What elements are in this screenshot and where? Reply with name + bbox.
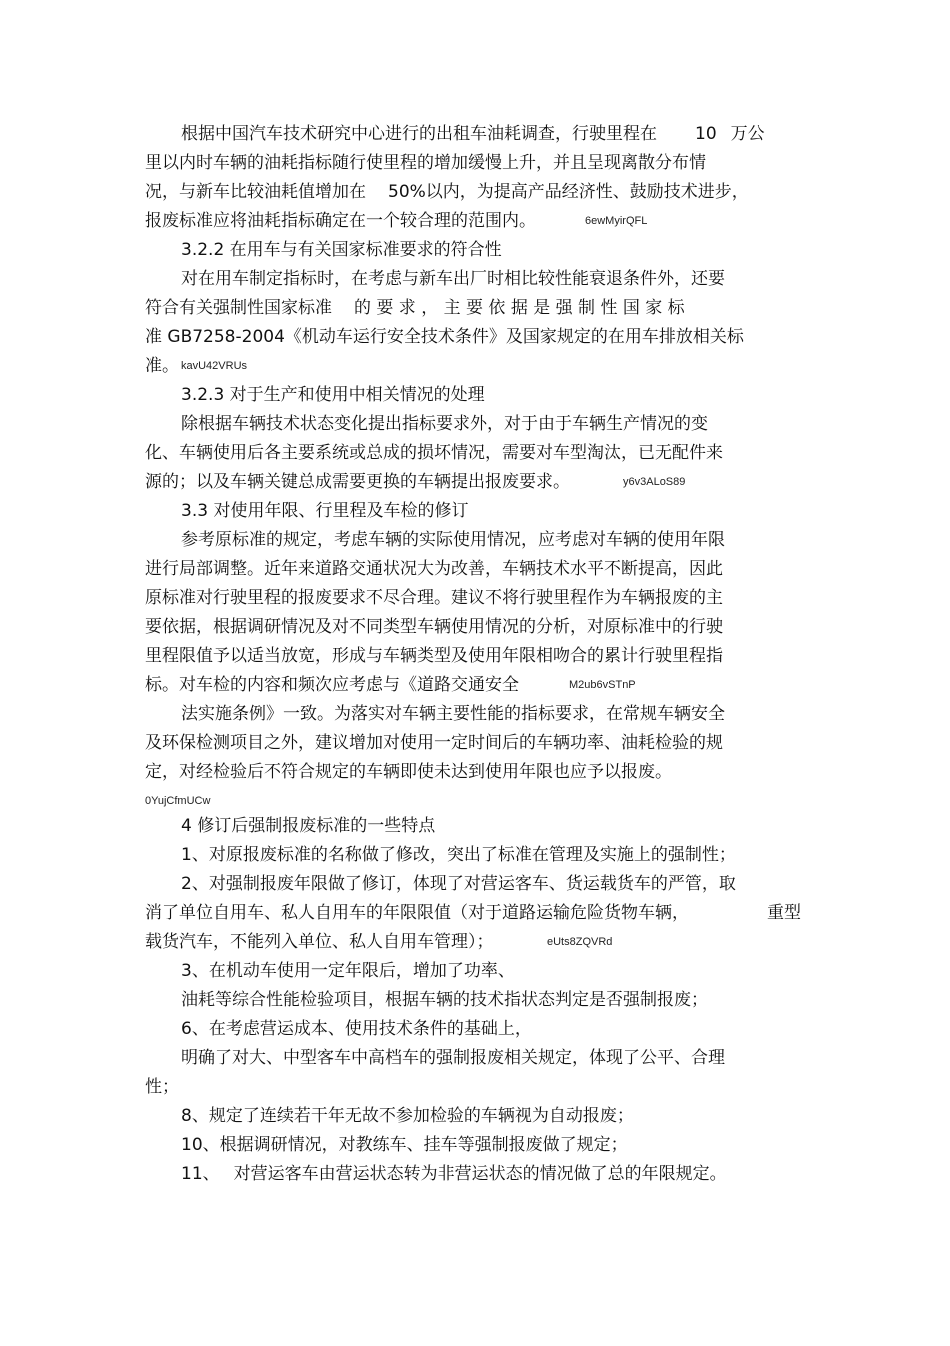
s33-line-1: 参考原标准的规定，考虑车辆的实际使用情况，应考虑对车辆的使用年限 (181, 530, 725, 550)
s4-item-11 (181, 1163, 727, 1185)
s323-line-1: 除根据车辆技术状态变化提出指标要求外，对于由于车辆生产情况的变 (181, 414, 708, 434)
s4-item-11-text: 对营运客车由营运状态转为非营运状态的情况做了总的年限规定。 (233, 1164, 727, 1184)
s323-code: y6v3ALoS89 (623, 476, 686, 488)
s4-item-6-line-1: 6、在考虑营运成本、使用技术条件的基础上， (181, 1019, 532, 1039)
p1-line-4: 报废标准应将油耗指标确定在一个较合理的范围内。 (145, 211, 536, 231)
s4-item-2-line-1: 2、对强制报废年限做了修订，体现了对营运客车、货运载货车的严管，取 (181, 874, 736, 894)
s4-item-2-line-3: 载货汽车，不能列入单位、私人自用车管理）； (145, 932, 494, 952)
s33-line-6: 标。对车检的内容和频次应考虑与《道路交通安全 (145, 675, 519, 695)
s33-line-5: 里程限值予以适当放宽，形成与车辆类型及使用年限相吻合的累计行驶里程指 (145, 646, 723, 666)
s322-line-2-rest: 的 要 求 ， 主 要 依 据 是 强 制 性 国 家 标 (354, 298, 685, 318)
s322-line-3: 准 GB7258-2004《机动车运行安全技术条件》及国家规定的在用车排放相关标 (145, 327, 744, 347)
s4-item-11-number: 11、 (181, 1164, 220, 1184)
s4-item-6-line-3: 性； (145, 1077, 179, 1097)
s322-code: kavU42VRUs (181, 360, 248, 372)
s322-line-1: 对在用车制定指标时，在考虑与新车出厂时相比较性能衰退条件外，还要 (181, 269, 725, 289)
s323-line-3: 源的；以及车辆关键总成需要更换的车辆提出报废要求。 (145, 472, 570, 492)
s322-line-2-text: 符合有关强制性国家标准 (145, 298, 332, 318)
s33-line-3: 原标准对行驶里程的报废要求不尽合理。建议不将行驶里程作为车辆报废的主 (145, 588, 723, 608)
s322-line-4: 准。 (145, 356, 179, 376)
s4-item-6-line-2: 明确了对大、中型客车中高档车的强制报废相关规定，体现了公平、合理 (181, 1048, 725, 1068)
p1-code: 6ewMyirQFL (585, 215, 648, 227)
s33-code-1: M2ub6vSTnP (569, 679, 636, 691)
s33-line-4: 要依据，根据调研情况及对不同类型车辆使用情况的分析，对原标准中的行驶 (145, 617, 723, 637)
s33-code-2: 0YujCfmUCw (145, 795, 211, 807)
s4-title: 4 修订后强制报废标准的一些特点 (181, 816, 436, 836)
p1-line-1-number: 10 (695, 124, 717, 144)
s323-line-2: 化、车辆使用后各主要系统或总成的损坏情况，需要对车型淘汰，已无配件来 (145, 443, 723, 463)
p1-line-3-rest: 50%以内，为提高产品经济性、鼓励技术进步， (388, 182, 749, 202)
s4-item-1: 1、对原报废标准的名称做了修改，突出了标准在管理及实施上的强制性； (181, 845, 736, 865)
s33-line-9: 定，对经检验后不符合规定的车辆即使未达到使用年限也应予以报废。 (145, 762, 672, 782)
p1-line-1 (181, 123, 765, 145)
s4-item-3-line-1: 3、在机动车使用一定年限后，增加了功率、 (181, 961, 515, 981)
s33-line-7: 法实施条例》一致。为落实对车辆主要性能的指标要求，在常规车辆安全 (181, 704, 725, 724)
p1-line-3 (145, 181, 749, 203)
p1-line-1-text: 根据中国汽车技术研究中心进行的出租车油耗调查，行驶里程在 (181, 124, 657, 144)
s322-title: 3.2.2 在用车与有关国家标准要求的符合性 (181, 240, 502, 260)
s4-item-2-line-2: 消了单位自用车、私人自用车的年限限值（对于道路运输危险货物车辆， (145, 903, 689, 923)
s322-line-2 (145, 297, 685, 319)
s4-item-2-line-2-end: 重型 (767, 903, 801, 923)
s33-line-8: 及环保检测项目之外，建议增加对使用一定时间后的车辆功率、油耗检验的规 (145, 733, 723, 753)
s4-item-3-line-2: 油耗等综合性能检验项目，根据车辆的技术指状态判定是否强制报废； (181, 990, 708, 1010)
s4-code: eUts8ZQVRd (547, 936, 613, 948)
p1-line-2: 里以内时车辆的油耗指标随行使里程的增加缓慢上升，并且呈现离散分布情 (145, 153, 706, 173)
s33-title: 3.3 对使用年限、行里程及车检的修订 (181, 501, 469, 521)
s4-item-10: 10、根据调研情况，对教练车、挂车等强制报废做了规定； (181, 1135, 628, 1155)
p1-line-3-text: 况，与新车比较油耗值增加在 (145, 182, 366, 202)
s4-item-8: 8、规定了连续若干年无故不参加检验的车辆视为自动报废； (181, 1106, 634, 1126)
s323-title: 3.2.3 对于生产和使用中相关情况的处理 (181, 385, 485, 405)
s33-line-2: 进行局部调整。近年来道路交通状况大为改善，车辆技术水平不断提高，因此 (145, 559, 723, 579)
p1-line-1-unit: 万公 (730, 124, 765, 144)
